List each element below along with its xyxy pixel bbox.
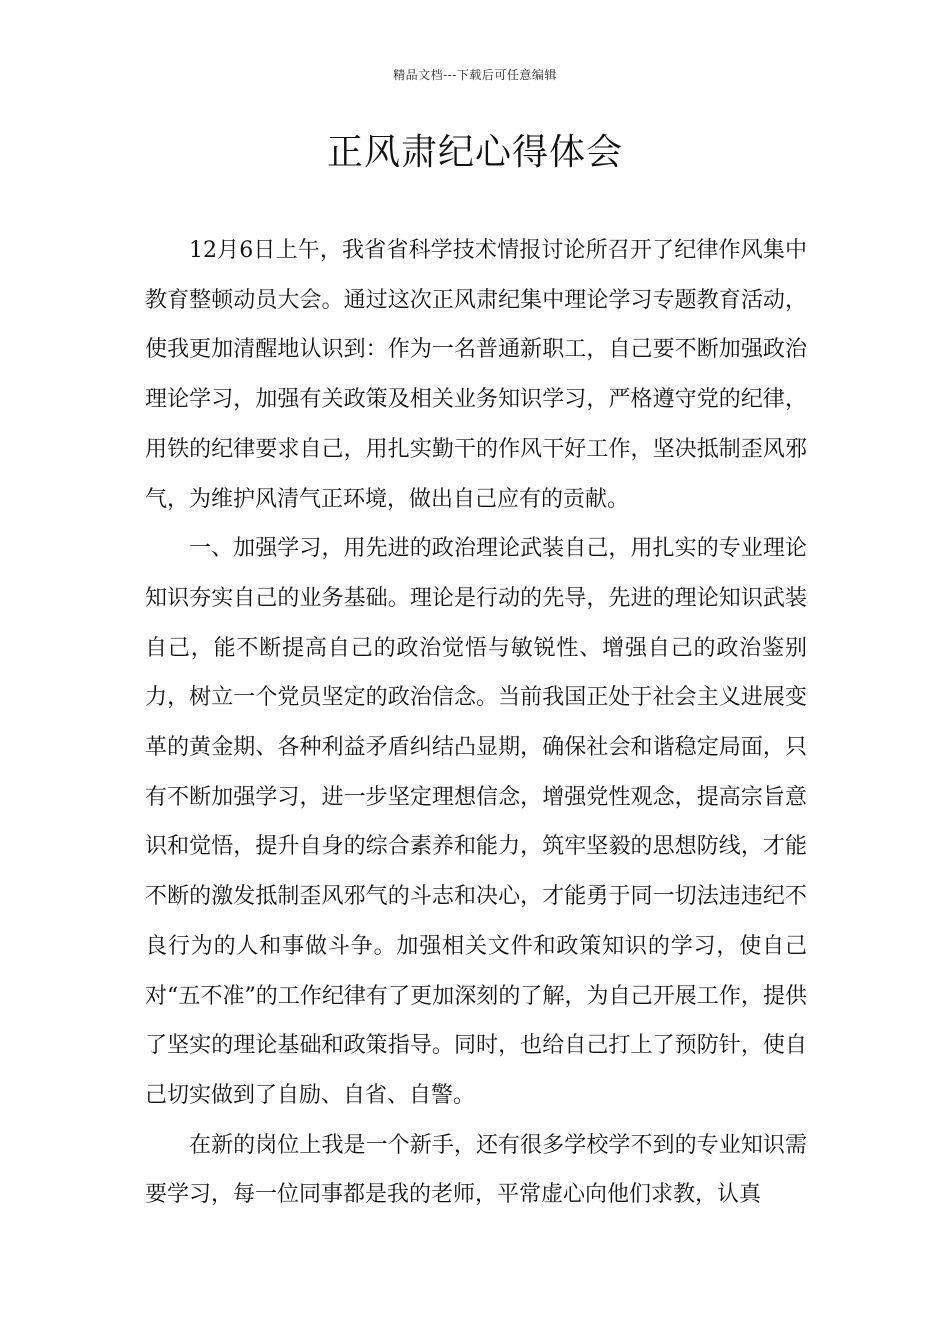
document-title: 正风肃纪心得体会: [326, 132, 623, 173]
paragraph-section-one: 一、加强学习，用先进的政治理论武装自己，用扎实的专业理论知识夯实自己的业务基础。理论是行动的先导，先进的理论知识武装自己，能不断提高自己的政治觉悟与敏锐性、增强自己的政治鉴别力，树立一个党员坚定的政治信念。当前我国正处于社会主义进展变革的黄金期、各种利益矛盾纠结凸显期，确保社会和谐稳定局面，只有不断加强学习，进一步坚定理想信念，增强党性观念，提高宗旨意识和觉悟，提升自身的综合素养和能力，筑牢坚毅的思想防线，才能不断的激发抵制歪风邪气的斗志和决心，才能勇于同一切法违违纪不良行为的人和事做斗争。加强相关文件和政策知识的学习，使自己对“五不准”的工作纪律有了更加深刻的了解，为自己开展工作，提供了坚实的理论基础和政策指导。同时，也给自己打上了预防针，使自己切实做到了自励、自省、自警。: [145, 536, 807, 1108]
paragraph-intro: 12月6日上午，我省省科学技术情报讨论所召开了纪律作风集中教育整顿动员大会。通过这次正风肃纪集中理论学习专题教育活动，使我更加清醒地认识到：作为一名普通新职工，自己要不断加强政治理论学习，加强有关政策及相关业务知识学习，严格遵守党的纪律，用铁的纪律要求自己，用扎实勤干的作风干好工作，坚决抵制歪风邪气，为维护风清气正环境，做出自己应有的贡献。: [145, 238, 807, 512]
header-note: 精品文档---下载后可任意编辑: [393, 68, 557, 82]
paragraph-new-position: 在新的岗位上我是一个新手，还有很多学校学不到的专业知识需要学习，每一位同事都是我的老师，平常虚心向他们求教，认真: [145, 1132, 807, 1208]
document-body: [145, 226, 807, 1220]
